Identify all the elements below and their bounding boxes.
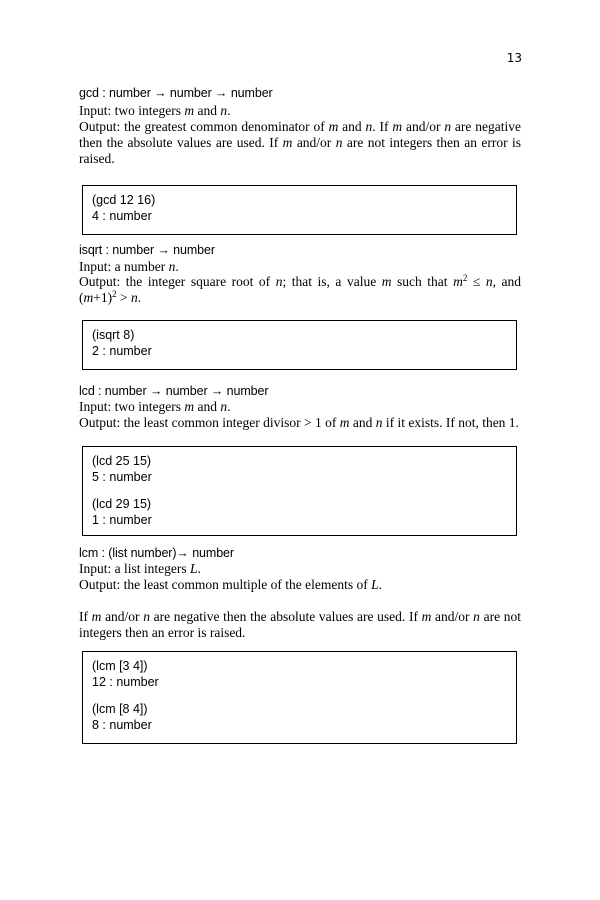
isqrt-exp-1: 2: [462, 273, 468, 283]
lcd-signature: lcd : number → number → number: [79, 384, 269, 398]
example-result: 1 : number: [92, 513, 152, 527]
isqrt-input: Input: a number n.: [79, 259, 179, 274]
example-result: 5 : number: [92, 470, 152, 484]
example-result: 2 : number: [92, 344, 152, 358]
lcd-output: Output: the least common integer divisor > 1 of m and n if it exists. If not, then 1.: [79, 415, 519, 430]
isqrt-signature: isqrt : number → number: [79, 243, 215, 257]
lcm-example-box: [82, 651, 517, 744]
lcm-output: Output: the least common multiple of the elements of L.: [79, 577, 382, 592]
lcd-example-box: [82, 446, 517, 536]
lcm-signature: lcm : (list number)→ number: [79, 546, 234, 560]
isqrt-output: [79, 274, 521, 306]
example-call: (lcm [3 4]): [92, 659, 148, 673]
example-call: (lcd 25 15): [92, 454, 152, 468]
example-result: 12 : number: [92, 675, 159, 689]
isqrt-output-cond-2: > n.: [116, 290, 142, 305]
isqrt-exp-2: 2: [112, 289, 117, 299]
example-call: (gcd 12 16): [92, 193, 156, 207]
lcm-input: Input: a list integers L.: [79, 561, 201, 576]
example-result: 8 : number: [92, 718, 152, 732]
isqrt-output-cond-1: ≤ n, and (m+1): [79, 274, 521, 305]
gcd-output: Output: the greatest common denominator of m and n. If m and/or n are negative then the absolute values are used. If m and/or n are not integers then an error is raised.: [79, 119, 521, 166]
example-call: (lcm [8 4]): [92, 702, 148, 716]
isqrt-output-main: Output: the integer square root of n; that is, a value m such that m: [79, 274, 463, 289]
lcd-input: Input: two integers m and n.: [79, 399, 231, 414]
example-call: (lcd 29 15): [92, 497, 152, 511]
example-call: (isqrt 8): [92, 328, 135, 342]
gcd-input: Input: two integers m and n.: [79, 103, 231, 118]
example-result: 4 : number: [92, 209, 152, 223]
isqrt-example-box: [82, 320, 517, 370]
page-number: 13: [506, 51, 522, 65]
lcm-note: If m and/or n are negative then the absolute values are used. If m and/or n are not integers then an error is raised.: [79, 609, 521, 640]
gcd-example-box: [82, 185, 517, 235]
gcd-signature: gcd : number → number → number: [79, 86, 273, 100]
